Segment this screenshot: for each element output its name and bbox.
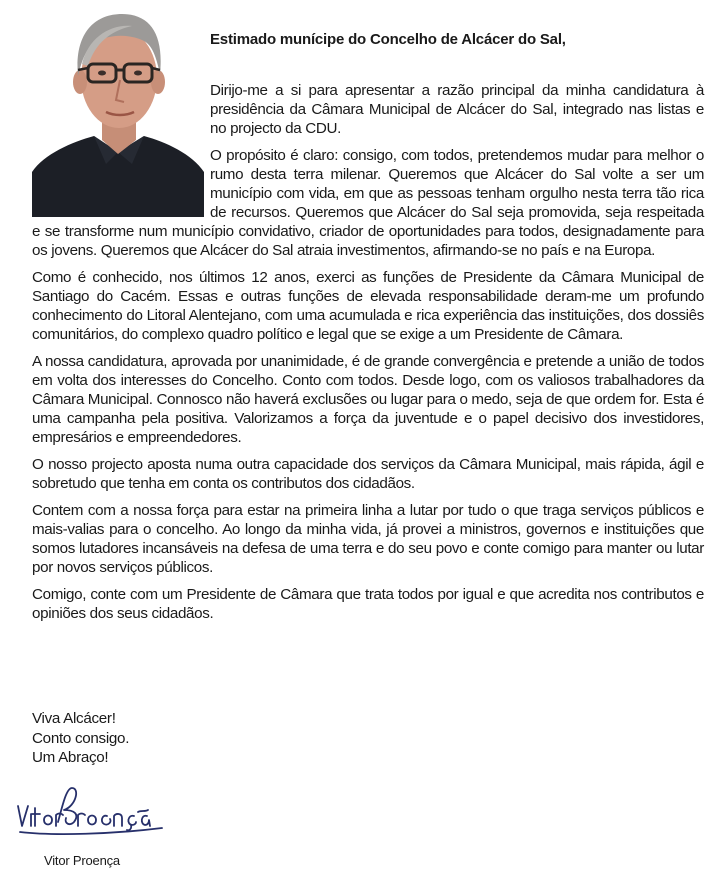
paragraph-project: O nosso projecto aposta numa outra capacidade dos serviços da Câmara Municipal, mais rápida, ágil e sobretudo que tenha em conta os contributos dos cidadãos. bbox=[32, 456, 704, 492]
letter-body bbox=[32, 81, 704, 631]
paragraph-commitment: Contem com a nossa força para estar na primeira linha a lutar por tudo o que traga serviços públicos e mais-valias para o concelho. Ao longo da minha vida, já provei a ministros, governos e instituições que somos lutadores incansáveis na defesa de uma terra e do seu povo e conte comigo para manter ou lutar por novos serviços públicos. bbox=[32, 502, 704, 576]
handwritten-signature bbox=[14, 782, 164, 842]
paragraph-candidacy: A nossa candidatura, aprovada por unanimidade, é de grande convergência e pretende a união de todos em volta dos interesses do Concelho. Conto com todos. Desde logo, com os valiosos trabalhadores da Câmara Municipal. Connosco não haverá exclusões ou lugar para o medo, seja de que ordem for. Esta é uma campanha pela positiva. Valorizamos a força da juventude e o papel decisivo dos investidores, empresários e empreendedores. bbox=[32, 353, 704, 446]
signatory-name: Vitor Proença bbox=[44, 853, 120, 868]
closing-line: Conto consigo. bbox=[32, 729, 130, 747]
closing-line: Um Abraço! bbox=[32, 749, 109, 766]
paragraph-experience: Como é conhecido, nos últimos 12 anos, exerci as funções de Presidente da Câmara Municipal de Santiago do Cacém. Essas e outras funções de elevada responsabilidade deram-me um profundo conhecimento do Litoral Alentejano, com uma acumulada e rica experiência das instituições, dos dossiês comunitários, do complexo quadro político e legal que se exige a um Presidente de Câmara. bbox=[32, 269, 704, 343]
closing-lines bbox=[32, 709, 129, 768]
greeting: Estimado munícipe do Concelho de Alcácer do Sal, bbox=[210, 31, 566, 48]
portrait-wrap-spacer bbox=[32, 81, 210, 211]
paragraph-intro: Dirijo-me a si para apresentar a razão principal da minha candidatura à presidência da Câmara Municipal de Alcácer do Sal, integrado nas listas e no projecto da CDU. bbox=[210, 82, 704, 137]
paragraph-equality: Comigo, conte com um Presidente de Câmara que trata todos por igual e que acredita nos contributos e opiniões dos seus cidadãos. bbox=[32, 586, 704, 622]
paragraph-purpose: O propósito é claro: consigo, com todos, pretendemos mudar para melhor o rumo desta terra milenar. Queremos que Alcácer do Sal volte a ser um município com vida, em que as pessoas tenham orgulho nesta terra tão rica de recursos. Queremos que Alcácer do Sal seja promovida, seja respeitada e se transforme num município convidativo, criador de oportunidades para todos, designadamente para os jovens. Queremos que Alcácer do Sal atraia investimentos, afirmando-se no país e na Europa. bbox=[32, 147, 704, 259]
closing-line: Viva Alcácer! bbox=[32, 710, 116, 727]
